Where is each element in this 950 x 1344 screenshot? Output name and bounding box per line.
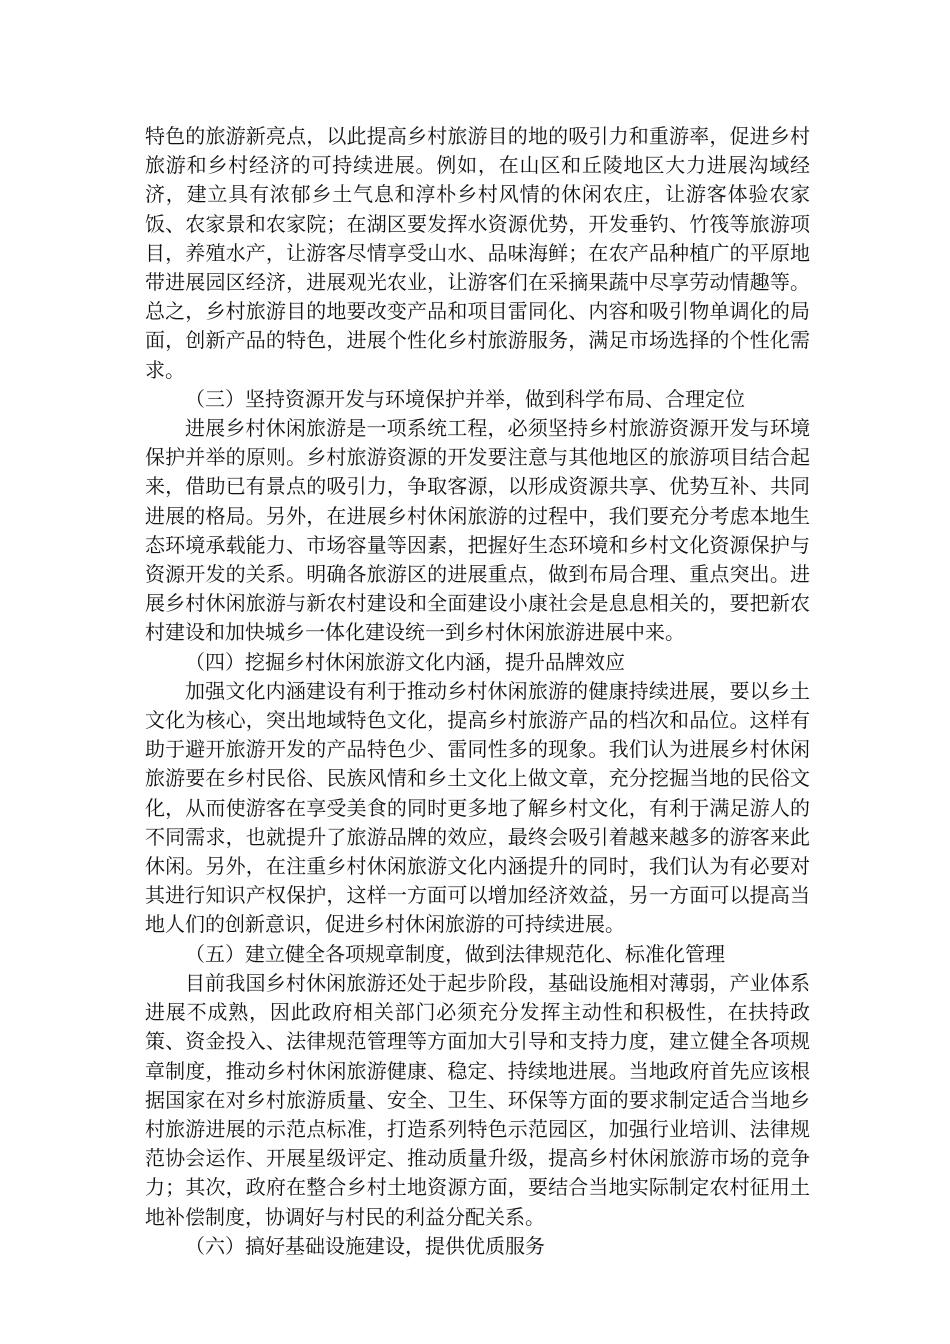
section-heading-4: （四）挖掘乡村休闲旅游文化内涵，提升品牌效应 <box>185 649 625 674</box>
section-heading-5: （五）建立健全各项规章制度，做到法律规范化、标准化管理 <box>185 941 725 966</box>
paragraph-section-3: 进展乡村休闲旅游是一项系统工程，必须坚持乡村旅游资源开发与环境保护并举的原则。乡村旅游资源的开发要注意与其他地区的旅游项目结合起来，借助已有景点的吸引力，争取客源，以形成资源共享、优势互补、共同进展的格局。另外，在进展乡村休闲旅游的过程中，我们要充分考虑本地生态环境承载能力、市场容量等因素，把握好生态环境和乡村文化资源保护与资源开发的关系。明确各旅游区的进展重点，做到布局合理、重点突出。进展乡村休闲旅游与新农村建设和全面建设小康社会是息息相关的，要把新农村建设和加快城乡一体化建设统一到乡村休闲旅游进展中来。 <box>145 416 810 645</box>
document-body <box>145 122 810 1261</box>
section-heading-3: （三）坚持资源开发与环境保护并举，做到科学布局、合理定位 <box>185 386 745 411</box>
section-heading-6: （六）搞好基础设施建设，提供优质服务 <box>185 1233 545 1258</box>
paragraph-section-5: 目前我国乡村休闲旅游还处于起步阶段，基础设施相对薄弱，产业体系进展不成熟，因此政府相关部门必须充分发挥主动性和积极性，在扶持政策、资金投入、法律规范管理等方面加大引导和支持力度，建立健全各项规章制度，推动乡村休闲旅游健康、稳定、持续地进展。当地政府首先应该根据国家在对乡村旅游质量、安全、卫生、环保等方面的要求制定适合当地乡村旅游进展的示范点标准，打造系列特色示范园区，加强行业培训、法律规范协会运作、开展星级评定、推动质量升级，提高乡村休闲旅游市场的竞争力；其次，政府在整合乡村土地资源方面，要结合当地实际制定农村征用土地补偿制度，协调好与村民的利益分配关系。 <box>145 970 810 1229</box>
paragraph-continued: 特色的旅游新亮点，以此提高乡村旅游目的地的吸引力和重游率，促进乡村旅游和乡村经济的可持续进展。例如，在山区和丘陵地区大力进展沟域经济，建立具有浓郁乡土气息和淳朴乡村风情的休闲农庄，让游客体验农家饭、农家景和农家院；在湖区要发挥水资源优势，开发垂钓、竹筏等旅游项目，养殖水产，让游客尽情享受山水、品味海鲜；在农产品种植广的平原地带进展园区经济，进展观光农业，让游客们在采摘果蔬中尽享劳动情趣等。总之，乡村旅游目的地要改变产品和项目雷同化、内容和吸引物单调化的局面，创新产品的特色，进展个性化乡村旅游服务，满足市场选择的个性化需求。 <box>145 124 810 382</box>
paragraph-section-4: 加强文化内涵建设有利于推动乡村休闲旅游的健康持续进展，要以乡土文化为核心，突出地域特色文化，提高乡村旅游产品的档次和品位。这样有助于避开旅游开发的产品特色少、雷同性多的现象。我们认为进展乡村休闲旅游要在乡村民俗、民族风情和乡土文化上做文章，充分挖掘当地的民俗文化，从而使游客在享受美食的同时更多地了解乡村文化，有利于满足游人的不同需求，也就提升了旅游品牌的效应，最终会吸引着越来越多的游客来此休闲。另外，在注重乡村休闲旅游文化内涵提升的同时，我们认为有必要对其进行知识产权保护，这样一方面可以增加经济效益，另一方面可以提高当地人们的创新意识，促进乡村休闲旅游的可持续进展。 <box>145 678 810 937</box>
